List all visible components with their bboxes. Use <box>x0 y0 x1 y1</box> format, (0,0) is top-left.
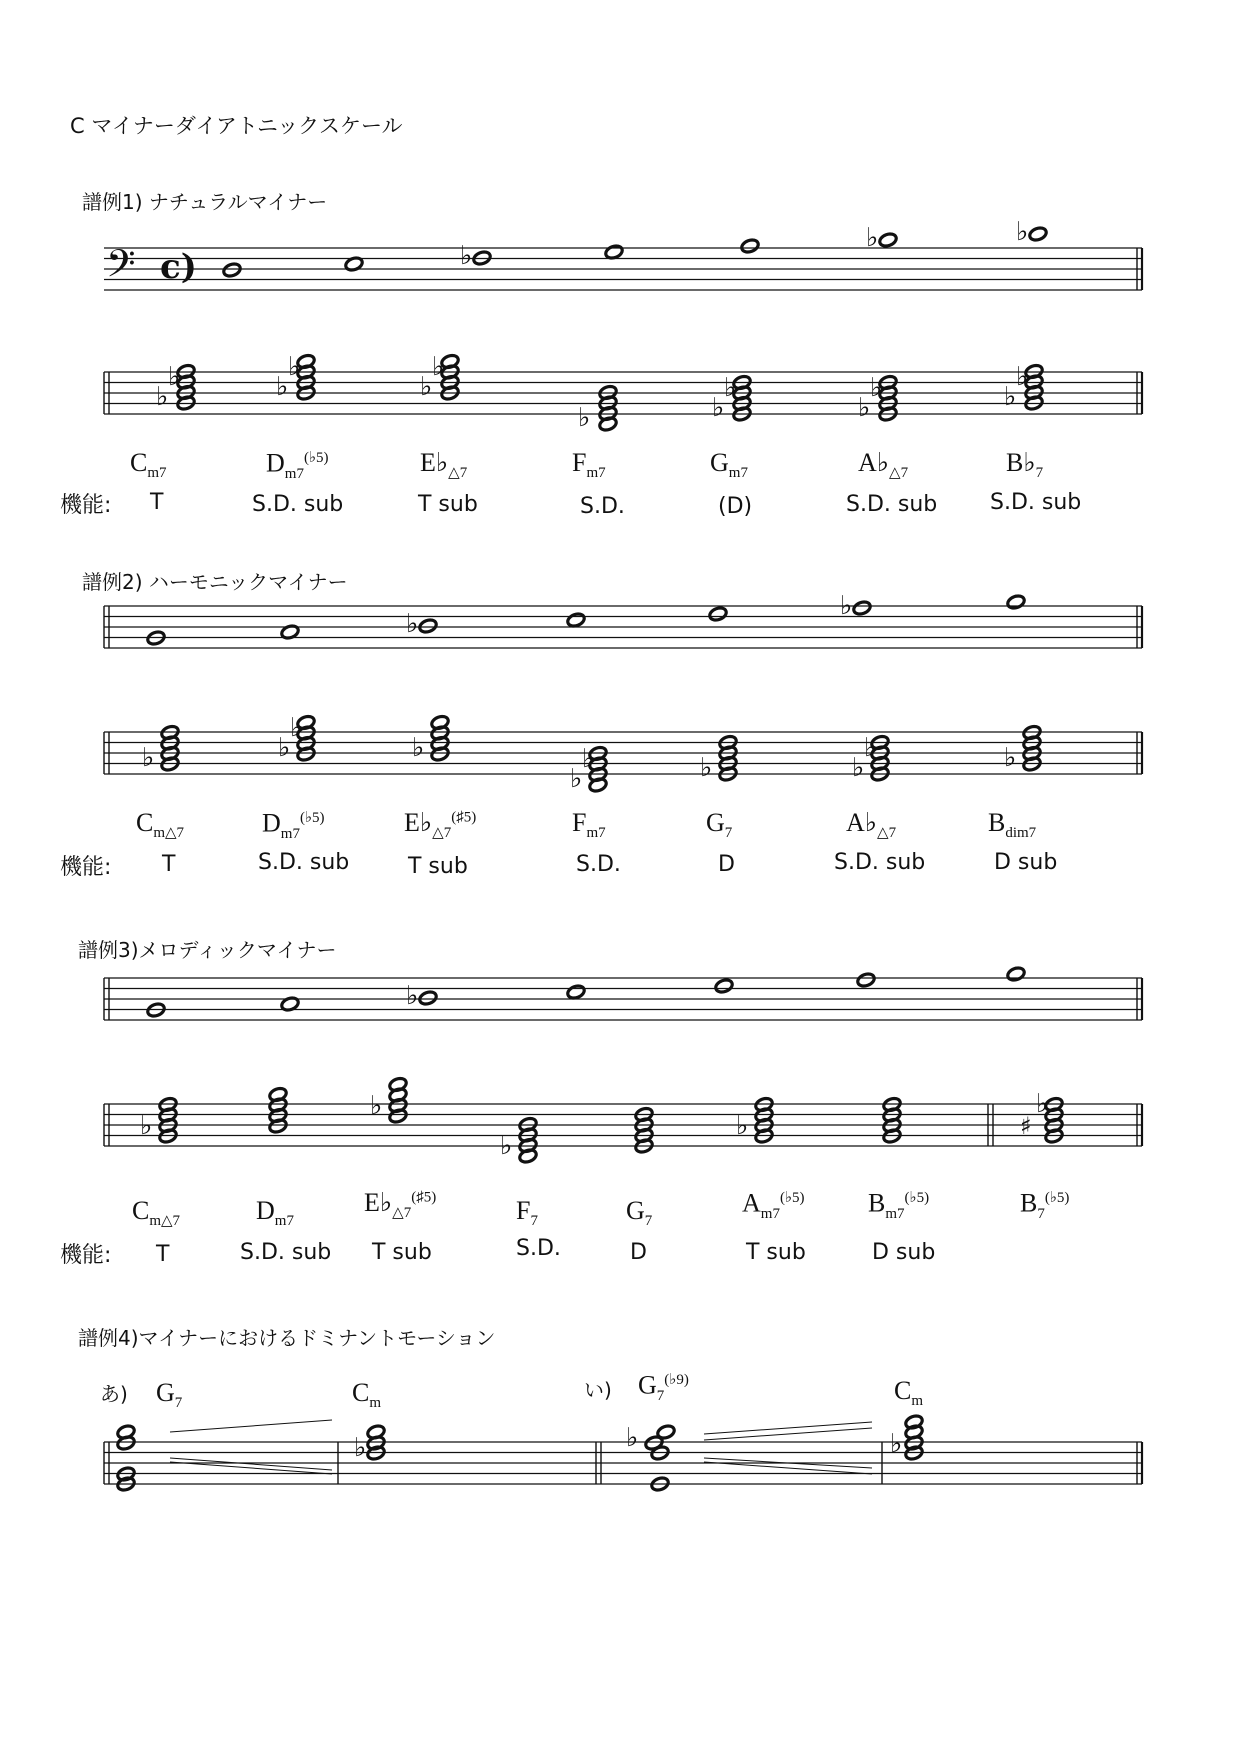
chord-symbol: $C_{m\triangle 7}$ <box>136 808 185 842</box>
whole-note <box>222 262 242 278</box>
chord-symbol: $G_7$ <box>626 1196 653 1230</box>
function-value: S.D. sub <box>990 490 1082 515</box>
whole-note <box>604 244 624 260</box>
flat-sign: ♭ <box>1004 382 1017 412</box>
flat-sign: ♭ <box>724 373 737 403</box>
example-3-heading: 譜例3)メロディックマイナー <box>78 938 337 962</box>
flat-sign: ♭ <box>460 241 473 271</box>
whole-note <box>708 606 728 622</box>
whole-note <box>740 238 760 254</box>
flat-sign: ♭ <box>290 713 303 743</box>
time-signature-icon: c) <box>160 247 197 287</box>
chord-symbol: $E♭_{\triangle 7}^{(♯5)}$ <box>404 808 477 842</box>
chord-symbol: $B_{dim7}$ <box>988 808 1037 842</box>
whole-note <box>714 978 734 994</box>
example-1-heading: 譜例1) ナチュラルマイナー <box>82 190 328 214</box>
function-value: D <box>630 1240 647 1265</box>
whole-note <box>1006 966 1026 982</box>
flat-sign: ♭ <box>406 981 419 1011</box>
flat-sign: ♭ <box>412 733 425 763</box>
voice-leading-line <box>704 1462 872 1474</box>
flat-sign: ♭ <box>890 1429 903 1459</box>
chord-symbol: $D_{m7}^{(♭5)}$ <box>266 448 329 482</box>
function-value: S.D. <box>576 852 621 877</box>
whole-note <box>566 984 586 1000</box>
flat-sign: ♭ <box>570 764 583 794</box>
chord-symbol: $A♭_{\triangle 7}$ <box>858 448 909 482</box>
whole-note <box>1028 226 1048 242</box>
flat-sign: ♭ <box>736 1111 749 1141</box>
chord-symbol: $B_{m7}^{(♭5)}$ <box>868 1188 930 1222</box>
flat-sign: ♭ <box>1016 362 1029 392</box>
chord-symbol: $B♭_7$ <box>1006 448 1044 482</box>
whole-note <box>852 600 872 616</box>
function-value: S.D. <box>580 494 625 519</box>
function-value: (D) <box>718 494 753 519</box>
whole-note <box>1006 594 1026 610</box>
part-a-label: あ) <box>100 1382 128 1406</box>
page-title: C マイナーダイアトニックスケール <box>70 114 403 138</box>
chord-symbol: $A♭_{\triangle 7}$ <box>846 808 897 842</box>
flat-sign: ♭ <box>700 753 713 783</box>
function-value: T sub <box>372 1240 432 1265</box>
whole-note <box>878 232 898 248</box>
chord-symbol: $B_7^{(♭5)}$ <box>1020 1188 1070 1222</box>
function-value: S.D. sub <box>252 492 344 517</box>
function-label: 機能: <box>60 1243 112 1268</box>
chord-symbol: $G_7$ <box>156 1378 183 1412</box>
chord-symbol: $G_7^{(♭9)}$ <box>638 1370 689 1404</box>
bass-clef-icon: 𝄢 <box>106 241 136 295</box>
chord-symbol: $E♭_{\triangle 7}$ <box>420 448 468 482</box>
chord-symbol: $G_{m7}$ <box>710 448 748 482</box>
whole-note <box>418 990 438 1006</box>
flat-sign: ♭ <box>432 352 445 382</box>
chord-symbol: $F_{m7}$ <box>572 808 606 842</box>
whole-note <box>418 618 438 634</box>
example-2-heading: 譜例2) ハーモニックマイナー <box>82 570 348 594</box>
chord-symbol: $D_{m7}$ <box>256 1196 294 1230</box>
chord-symbol: $C_m$ <box>894 1376 924 1410</box>
chord-symbol: $F_7$ <box>516 1196 538 1230</box>
flat-sign: ♭ <box>1004 743 1017 773</box>
part-i-label: い) <box>584 1378 612 1402</box>
flat-sign: ♭ <box>712 393 725 423</box>
voice-leading-line <box>170 1420 332 1432</box>
function-value: S.D. sub <box>240 1240 332 1265</box>
example-4-heading: 譜例4)マイナーにおけるドミナントモーション <box>78 1326 496 1350</box>
function-value: T <box>156 1242 170 1267</box>
flat-sign: ♭ <box>626 1423 639 1453</box>
flat-sign: ♭ <box>406 609 419 639</box>
function-value: S.D. <box>516 1236 561 1261</box>
voice-leading-line <box>704 1422 872 1434</box>
function-label: 機能: <box>60 855 112 880</box>
function-value: D sub <box>872 1240 936 1265</box>
whole-note <box>656 1424 676 1440</box>
sharp-sign: ♯ <box>1020 1112 1032 1140</box>
function-value: D <box>718 852 735 877</box>
flat-sign: ♭ <box>866 223 879 253</box>
flat-sign: ♭ <box>278 733 291 763</box>
function-value: T sub <box>408 854 468 879</box>
function-value: T sub <box>746 1240 806 1265</box>
flat-sign: ♭ <box>140 1111 153 1141</box>
function-value: T <box>150 490 164 515</box>
flat-sign: ♭ <box>864 733 877 763</box>
function-value: S.D. sub <box>258 850 350 875</box>
chord-symbol: $F_{m7}$ <box>572 448 606 482</box>
function-value: T sub <box>418 492 478 517</box>
flat-sign: ♭ <box>858 393 871 423</box>
flat-sign: ♭ <box>500 1131 513 1161</box>
function-label: 機能: <box>60 493 112 518</box>
voice-leading-line <box>704 1428 872 1440</box>
flat-sign: ♭ <box>582 744 595 774</box>
chord-symbol: $C_{m7}$ <box>130 448 167 482</box>
flat-sign: ♭ <box>142 743 155 773</box>
flat-sign: ♭ <box>156 382 169 412</box>
flat-sign: ♭ <box>870 373 883 403</box>
chord-symbol: $E♭_{\triangle 7}^{(♯5)}$ <box>364 1188 437 1222</box>
flat-sign: ♭ <box>852 753 865 783</box>
flat-sign: ♭ <box>288 352 301 382</box>
flat-sign: ♭ <box>1016 217 1029 247</box>
flat-sign: ♭ <box>276 372 289 402</box>
whole-note <box>856 972 876 988</box>
whole-note <box>566 612 586 628</box>
function-value: S.D. sub <box>834 850 926 875</box>
chord-symbol: $A_{m7}^{(♭5)}$ <box>742 1188 805 1222</box>
flat-sign: ♭ <box>354 1433 367 1463</box>
flat-sign: ♭ <box>1036 1089 1049 1119</box>
function-value: D sub <box>994 850 1058 875</box>
chord-symbol: $G_7$ <box>706 808 733 842</box>
flat-sign: ♭ <box>840 591 853 621</box>
flat-sign: ♭ <box>168 362 181 392</box>
function-value: T <box>162 852 176 877</box>
chord-symbol: $D_{m7}^{(♭5)}$ <box>262 808 325 842</box>
flat-sign: ♭ <box>578 403 591 433</box>
flat-sign: ♭ <box>420 372 433 402</box>
chord-symbol: $C_{m\triangle 7}$ <box>132 1196 181 1230</box>
chord-symbol: $C_m$ <box>352 1378 382 1412</box>
flat-sign: ♭ <box>370 1091 383 1121</box>
function-value: S.D. sub <box>846 492 938 517</box>
